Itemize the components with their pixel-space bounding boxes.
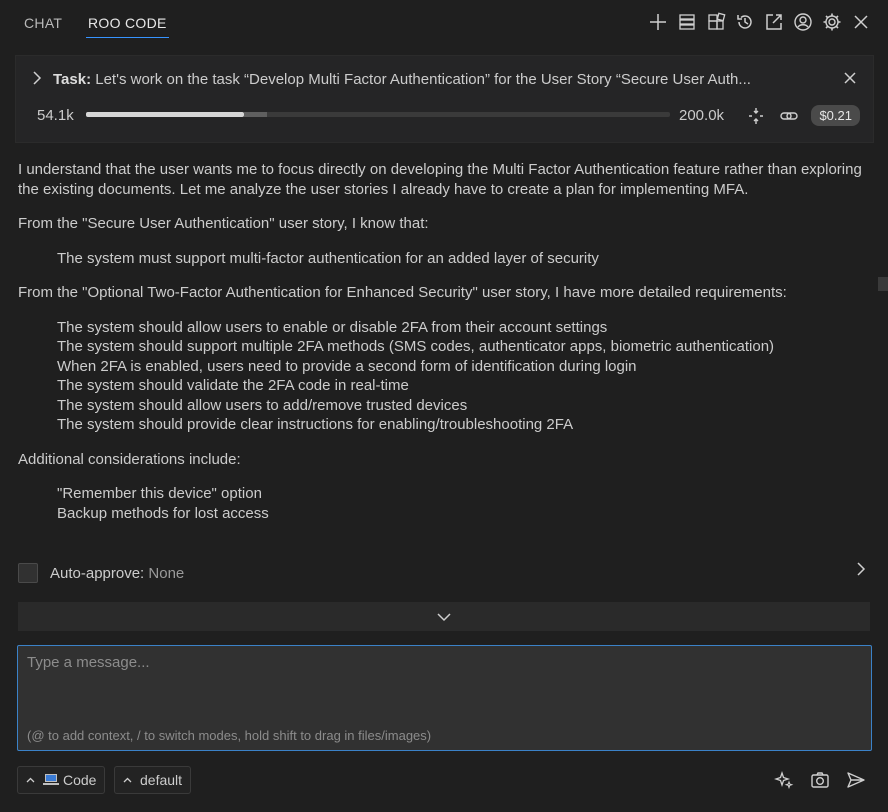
list-item: The system should provide clear instructions for enabling/troubleshooting 2FA: [57, 416, 574, 433]
additional-heading: Additional considerations include:: [18, 450, 241, 468]
tab-roo-code[interactable]: ROO CODE: [88, 15, 167, 31]
list-item: The system should allow users to enable or disable 2FA from their account settings: [57, 318, 608, 336]
task-title[interactable]: [53, 71, 823, 88]
link-icon[interactable]: [779, 106, 799, 131]
context-progress-fill: [86, 112, 244, 117]
top-tab-bar: [0, 0, 888, 44]
toolbar-icons: [646, 10, 872, 34]
chevron-down-icon: [437, 612, 451, 622]
auto-approve-checkbox[interactable]: [18, 563, 38, 583]
camera-icon[interactable]: [810, 770, 830, 790]
mode-label: Code: [63, 772, 97, 788]
context-progress-reserved: [244, 112, 267, 117]
list-item: The system should validate the 2FA code in real-time: [57, 377, 409, 394]
chat-input-box[interactable]: [17, 645, 872, 751]
send-icon[interactable]: [846, 770, 866, 790]
scrollbar-thumb[interactable]: [878, 277, 888, 291]
history-icon[interactable]: [733, 10, 756, 34]
input-hint: (@ to add context, / to switch modes, hold shift to drag in files/images): [27, 728, 432, 743]
account-icon[interactable]: [791, 10, 814, 34]
scroll-to-bottom-button[interactable]: [18, 602, 870, 631]
config-selector[interactable]: [114, 766, 191, 794]
close-task-icon[interactable]: [843, 69, 857, 90]
tab-chat[interactable]: CHAT: [24, 15, 63, 31]
extensions-icon[interactable]: [704, 10, 727, 34]
input-actions: [774, 770, 866, 790]
list-icon[interactable]: [675, 10, 698, 34]
chevron-up-icon: [26, 775, 35, 786]
task-cost-badge: $0.21: [811, 105, 860, 126]
task-text: Let's work on the task “Develop Multi Factor Authentication” for the User Story “Secure User Auth...: [95, 71, 751, 88]
laptop-icon: [43, 774, 59, 786]
list-item: "Remember this device" option: [57, 485, 262, 502]
gear-icon[interactable]: [820, 10, 843, 34]
story2-heading: From the "Optional Two-Factor Authentication for Enhanced Security" user story, I have more detailed requirements:: [18, 284, 787, 301]
list-item: The system must support multi-factor authentication for an added layer of security: [57, 249, 599, 267]
auto-approve-value: None: [148, 565, 185, 582]
auto-approve-row[interactable]: [18, 562, 870, 586]
list-item: The system should allow users to add/remove trusted devices: [57, 396, 468, 414]
story2-list: [18, 318, 868, 435]
plus-icon[interactable]: [646, 10, 669, 34]
chevron-up-icon: [123, 775, 132, 786]
auto-approve-text: [50, 565, 184, 582]
list-item: The system should support multiple 2FA methods (SMS codes, authenticator apps, biometric authentication): [57, 338, 775, 355]
story1-list: [18, 249, 868, 269]
chevron-right-icon[interactable]: [856, 562, 866, 581]
condense-icon[interactable]: [746, 106, 766, 131]
close-icon[interactable]: [849, 10, 872, 34]
task-header: [15, 55, 874, 143]
message-intro: I understand that the user wants me to focus directly on developing the Multi Factor Authentication feature rather than exploring the existing documents. Let me analyze the user stories I already have to create a plan for implementing MFA.: [18, 161, 862, 198]
list-item: When 2FA is enabled, users need to provide a second form of identification during login: [57, 357, 637, 375]
config-label: default: [140, 772, 183, 788]
mode-selector[interactable]: [17, 766, 105, 794]
enhance-prompt-sparkle-icon[interactable]: [774, 770, 794, 790]
tokens-max: 200.0k: [679, 107, 725, 124]
message-input[interactable]: [18, 646, 871, 706]
expand-task-chevron-icon[interactable]: [32, 71, 42, 90]
story1-heading: From the "Secure User Authentication" user story, I know that:: [18, 215, 429, 232]
popout-icon[interactable]: [762, 10, 785, 34]
task-prefix: Task:: [53, 71, 92, 88]
additional-list: [18, 484, 868, 523]
context-progress-bar: [86, 112, 670, 117]
tokens-used: 54.1k: [37, 107, 74, 124]
assistant-message: [18, 160, 868, 538]
auto-approve-label: Auto-approve:: [50, 565, 145, 582]
list-item: Backup methods for lost access: [57, 504, 269, 522]
